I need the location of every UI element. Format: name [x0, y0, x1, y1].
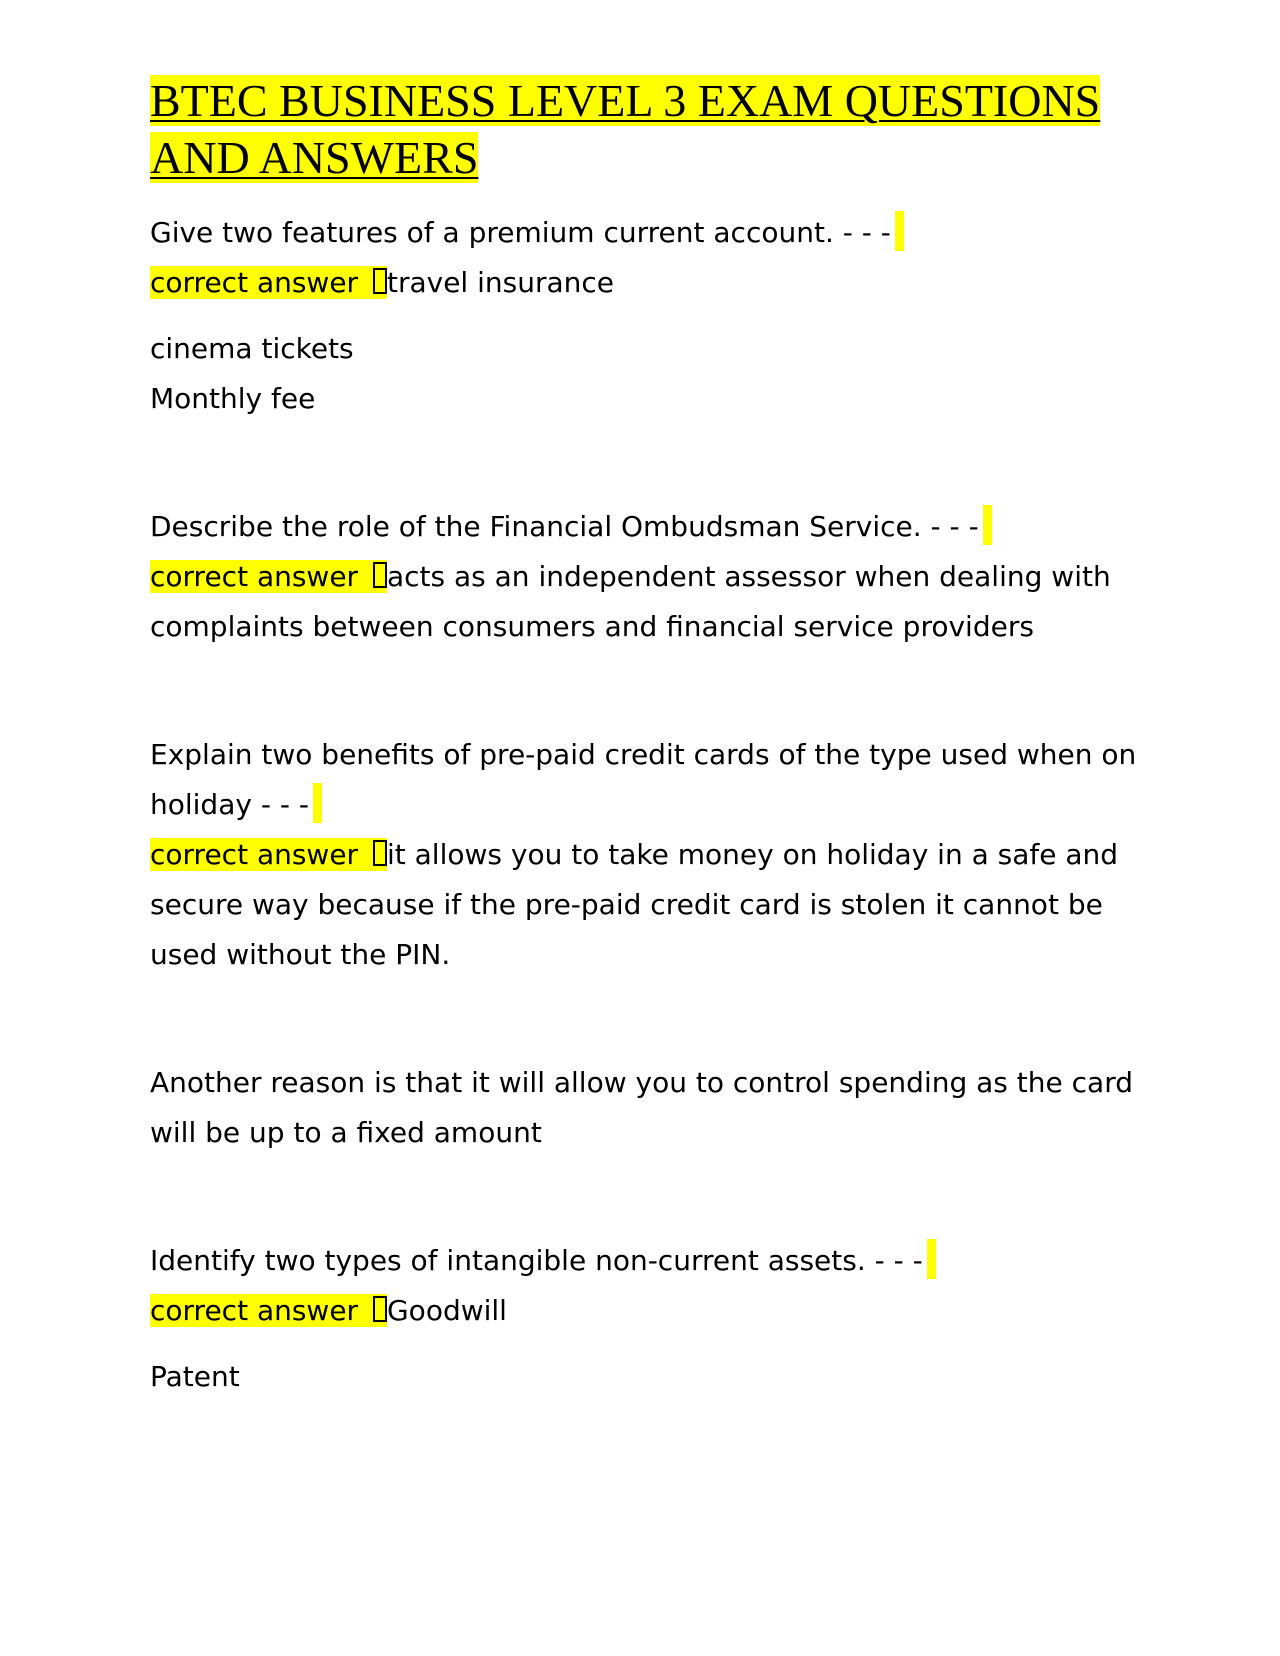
qa-item-1 [150, 208, 1150, 424]
answer-1-extra-2: Monthly fee [150, 382, 316, 415]
qa-item-4 [150, 1236, 1150, 1402]
answer-3 [150, 830, 1150, 980]
answer-1-extra-1: cinema tickets [150, 332, 354, 365]
question-2-text: Describe the role of the Financial Ombudsman Service. - - - [150, 510, 979, 543]
question-1-text: Give two features of a premium current account. - - - [150, 216, 891, 249]
answer-4-extra-1: Patent [150, 1360, 240, 1393]
missing-glyph-icon [373, 562, 387, 588]
question-3 [150, 730, 1150, 830]
answer-1-text: travel insurance [386, 266, 615, 299]
answer-label: correct answer [150, 266, 387, 299]
question-4-text: Identify two types of intangible non-current assets. - - - [150, 1244, 923, 1277]
document-title-text: BTEC BUSINESS LEVEL 3 EXAM QUESTIONS AND ANSWERS [150, 75, 1101, 183]
question-1 [150, 208, 1150, 258]
answer-4 [150, 1286, 1150, 1336]
answer-3-text: it allows you to take money on holiday in a safe and secure way because if the pre-paid credit card is stolen it cannot be used without the PIN. [150, 838, 1119, 971]
missing-glyph-icon [373, 840, 387, 866]
qa-item-3 [150, 730, 1150, 1158]
qa-item-2 [150, 502, 1150, 652]
document-title [150, 72, 1150, 186]
missing-glyph-icon [373, 268, 387, 294]
answer-3-extra-1: Another reason is that it will allow you to control spending as the card will be up to a fixed amount [150, 1066, 1133, 1149]
answer-2 [150, 552, 1150, 652]
answer-2-text: acts as an independent assessor when dealing with complaints between consumers and financial service providers [150, 560, 1111, 643]
question-3-text: Explain two benefits of pre-paid credit cards of the type used when on holiday - - - [150, 738, 1137, 821]
answer-1 [150, 258, 1150, 308]
missing-glyph-icon [373, 1296, 387, 1322]
answer-label: correct answer [150, 560, 387, 593]
answer-4-text: Goodwill [386, 1294, 507, 1327]
highlight-marker [313, 783, 322, 823]
highlight-marker [927, 1239, 936, 1279]
question-4 [150, 1236, 1150, 1286]
answer-label: correct answer [150, 1294, 387, 1327]
document-content [150, 72, 1150, 1402]
question-2 [150, 502, 1150, 552]
highlight-marker [983, 505, 992, 545]
highlight-marker [895, 211, 904, 251]
answer-label: correct answer [150, 838, 387, 871]
